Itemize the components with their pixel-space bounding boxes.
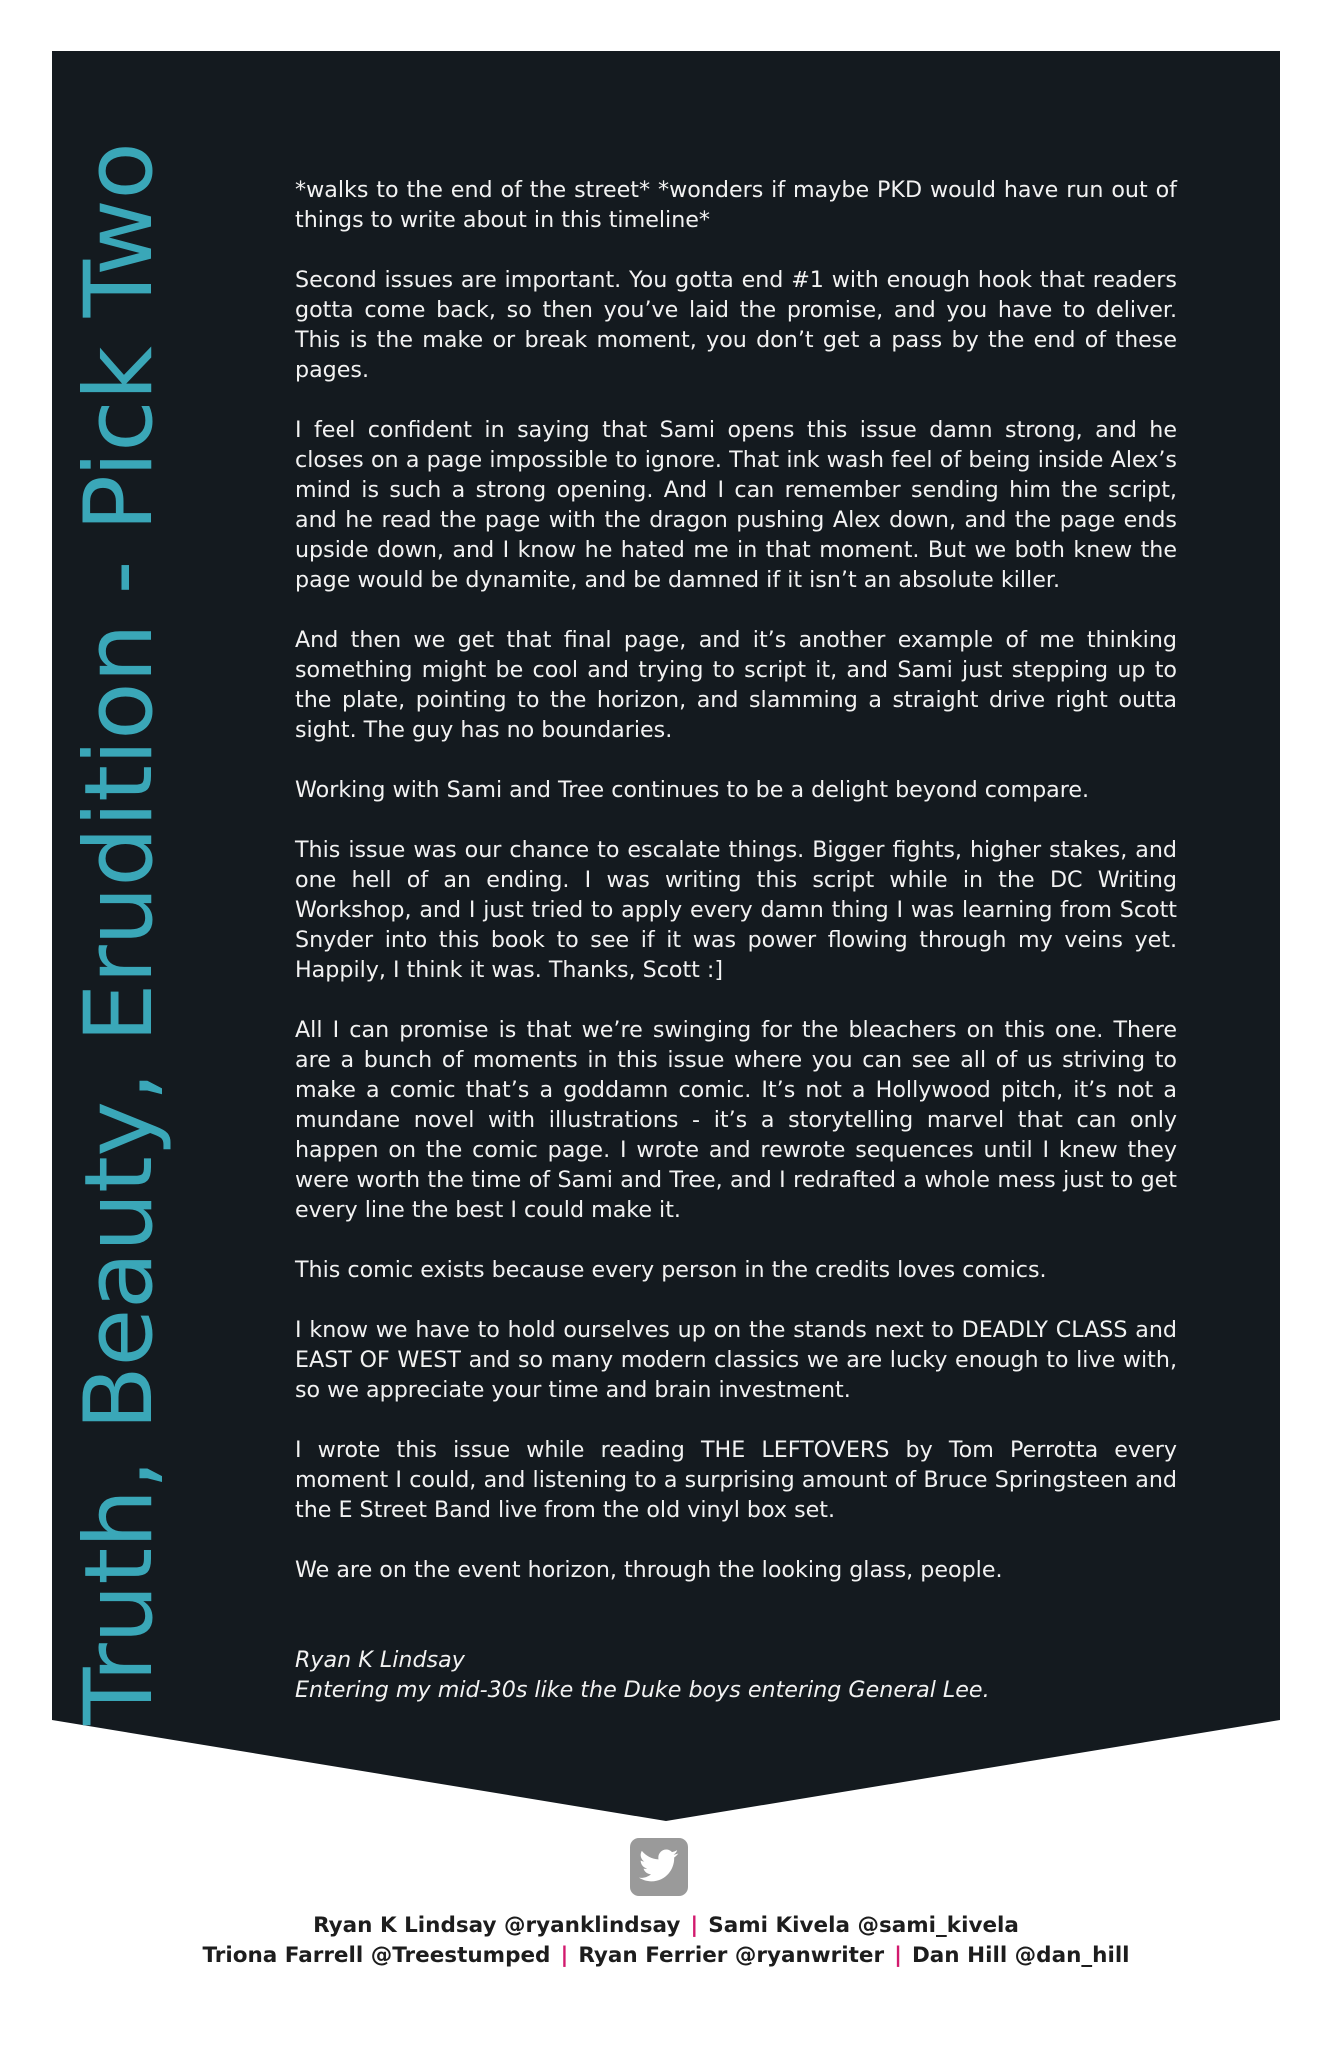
paragraph: I know we have to hold ourselves up on the stands next to DEADLY CLASS and EAST OF WEST and so many modern classics we are lucky enough to live with, so we appreciate your time and brain investment.	[295, 1317, 1177, 1403]
credit-separator: |	[690, 1913, 699, 1938]
credits-row-2	[0, 1943, 1332, 1968]
paragraph: This issue was our chance to escalate things. Bigger fights, higher stakes, and one hell of an ending. I was writing this script while in the DC Writing Workshop, and I just tried to apply every damn thing I was learning from Scott Snyder into this book to see if it was power flowing through my veins yet. Happily, I think it was. Thanks, Scott :]	[295, 837, 1177, 983]
signature-name: Ryan K Lindsay	[295, 1647, 465, 1673]
credit-sami-kivela[interactable]: Sami Kivela @sami_kivela	[708, 1913, 1019, 1938]
signature	[295, 1645, 1177, 1705]
credit-triona-farrell[interactable]: Triona Farrell @Treestumped	[202, 1943, 551, 1968]
signature-tagline: Entering my mid-30s like the Duke boys entering General Lee.	[295, 1677, 990, 1703]
credit-dan-hill[interactable]: Dan Hill @dan_hill	[911, 1943, 1130, 1968]
credits-row-1	[0, 1913, 1332, 1938]
credit-separator: |	[894, 1943, 902, 1968]
paragraph: All I can promise is that we’re swinging for the bleachers on this one. There are a bunch of moments in this issue where you can see all of us striving to make a comic that’s a goddamn comic. It’s not a Hollywood pitch, it’s not a mundane novel with illustrations - it’s a storytelling marvel that can only happen on the comic page. I wrote and rewrote sequences until I knew they were worth the time of Sami and Tree, and I redrafted a whole mess just to get every line the best I could make it.	[295, 1017, 1177, 1223]
paragraph: This comic exists because every person in the credits loves comics.	[295, 1257, 1047, 1283]
vertical-title: Truth, Beauty, Erudition - Pick Two	[65, 142, 174, 1725]
paragraph: I wrote this issue while reading THE LEFTOVERS by Tom Perrotta every moment I could, and listening to a surprising amount of Bruce Springsteen and the E Street Band live from the old vinyl box set.	[295, 1437, 1177, 1523]
paragraph: Working with Sami and Tree continues to be a delight beyond compare.	[295, 777, 1090, 803]
twitter-bird-icon[interactable]	[630, 1838, 688, 1896]
paragraph: *walks to the end of the street* *wonders if maybe PKD would have run out of things to write about in this timeline*	[295, 177, 1177, 233]
letter-body	[295, 175, 1177, 1705]
credit-separator: |	[560, 1943, 569, 1968]
credit-ryan-ferrier[interactable]: Ryan Ferrier @ryanwriter	[578, 1943, 885, 1968]
paragraph: And then we get that final page, and it’s another example of me thinking something might be cool and trying to script it, and Sami just stepping up to the plate, pointing to the horizon, and slamming a straight drive right outta sight. The guy has no boundaries.	[295, 627, 1177, 743]
credit-ryan-k-lindsay[interactable]: Ryan K Lindsay @ryanklindsay	[313, 1913, 681, 1938]
paragraph: I feel confident in saying that Sami opens this issue damn strong, and he closes on a page impossible to ignore. That ink wash feel of being inside Alex’s mind is such a strong opening. And I can remember sending him the script, and he read the page with the dragon pushing Alex down, and the page ends upside down, and I know he hated me in that moment. But we both knew the page would be dynamite, and be damned if it isn’t an absolute killer.	[295, 417, 1177, 593]
paragraph: Second issues are important. You gotta end #1 with enough hook that readers gotta come back, so then you’ve laid the promise, and you have to deliver. This is the make or break moment, you don’t get a pass by the end of these pages.	[295, 267, 1177, 383]
paragraph: We are on the event horizon, through the looking glass, people.	[295, 1557, 1003, 1583]
